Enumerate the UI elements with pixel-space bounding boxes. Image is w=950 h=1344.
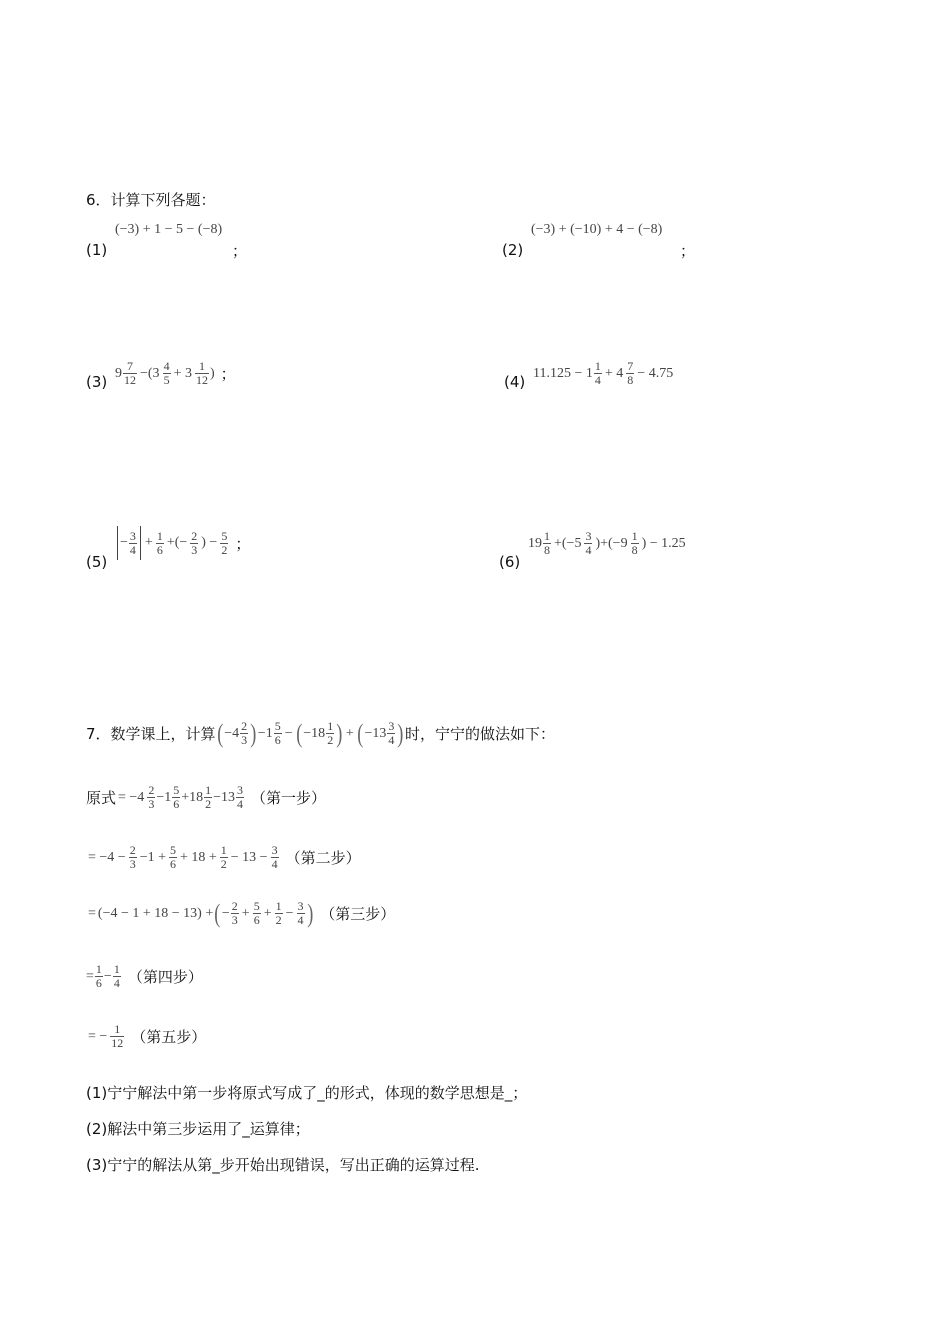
q7-step-4-a: =	[86, 968, 94, 984]
q6-item-6-mid2: )+(−9	[595, 535, 628, 551]
paren-close: )	[306, 898, 313, 928]
q6-item-4-expression	[533, 360, 675, 387]
q7-step-4-expression	[86, 963, 203, 990]
q6-item-3-label: (3)	[86, 373, 108, 391]
frac-num: 3	[297, 899, 304, 913]
q7-origin-label: 原式	[86, 788, 117, 807]
abs-bar-left	[117, 526, 118, 560]
frac-den: 4	[594, 373, 601, 387]
q6-item-5-plus: +	[144, 535, 153, 550]
frac-den: 3	[148, 797, 155, 811]
q6-item-6-label: (6)	[499, 553, 521, 571]
q6-item-1-expression	[115, 222, 222, 238]
q7-step-2-frac-3	[220, 844, 228, 871]
q7-step-2-frac-4	[271, 844, 279, 871]
q6-item-5-frac-4	[220, 530, 228, 557]
paren-close: )	[397, 718, 404, 748]
frac-num: 1	[198, 359, 205, 373]
q7-step-4	[86, 963, 203, 990]
question-6-title: 6．计算下列各题：	[86, 191, 216, 209]
q7-step-2-m1: −1 +	[139, 849, 166, 865]
q7-intro-m3: +	[345, 725, 354, 741]
q7-step-3-frac-4	[297, 900, 305, 927]
q6-item-3-frac-1	[123, 360, 137, 387]
frac-num: 1	[220, 843, 227, 857]
frac-num: 5	[221, 528, 228, 543]
q7-intro-w1: −4	[224, 725, 240, 741]
q7-step-2-frac-1	[129, 844, 137, 871]
q7-step-5-expression	[86, 1023, 206, 1050]
q7-step-3-m0: −	[221, 905, 230, 921]
q6-item-2-expr-text: (−3) + (−10) + 4 − (−8)	[531, 222, 663, 237]
frac-den: 4	[129, 542, 136, 557]
paren-open: (	[216, 718, 223, 748]
q7-step-4-frac-1	[95, 963, 103, 990]
q7-intro-frac-1	[240, 720, 248, 747]
q7-step-1-frac-3	[204, 784, 212, 811]
q7-step-5-a: = −	[88, 1028, 108, 1044]
q7-step-3-frac-2	[253, 900, 261, 927]
q7-intro-w4: −13	[364, 725, 387, 741]
q7-step-2-frac-2	[169, 844, 177, 871]
q7-step-3-p2: +	[263, 905, 272, 921]
q7-intro-frac-2	[274, 720, 282, 747]
frac-den: 3	[191, 542, 198, 557]
q6-item-5-mid2: ) −	[201, 535, 218, 550]
q7-step-1-m2: +18	[181, 789, 204, 805]
q6-item-2-expression	[531, 222, 662, 238]
q7-step-1-frac-1	[147, 784, 155, 811]
q7-sub-1: (1)宁宁解法中第一步将原式写成了_的形式，体现的数学思想是_；	[86, 1084, 528, 1102]
q6-item-6-mid: +(−5	[554, 535, 582, 551]
q7-step-1	[86, 784, 326, 811]
frac-den: 2	[221, 542, 228, 557]
frac-num: 7	[127, 359, 133, 373]
q6-item-5-frac-3	[190, 530, 198, 557]
frac-den: 8	[627, 373, 634, 387]
q6-item-1-end: ；	[232, 242, 248, 260]
paren-open: (	[295, 718, 302, 748]
frac-num: 5	[274, 719, 281, 733]
q7-step-2-a: = −4 −	[88, 849, 126, 865]
frac-den: 4	[388, 733, 395, 747]
frac-den: 12	[195, 373, 208, 387]
q6-item-4-frac-2	[626, 360, 634, 387]
q7-step-3-expression	[86, 900, 395, 927]
frac-den: 12	[111, 1036, 124, 1050]
frac-num: 1	[275, 899, 282, 913]
q6-item-2-label: (2)	[502, 241, 524, 259]
frac-num: 3	[388, 719, 395, 733]
frac-den: 6	[173, 797, 180, 811]
frac-num: 3	[237, 783, 244, 797]
q7-step-2-note: （第二步）	[285, 849, 361, 867]
frac-den: 3	[241, 733, 248, 747]
frac-den: 6	[253, 913, 260, 927]
frac-den: 8	[544, 543, 550, 557]
frac-den: 6	[169, 857, 176, 871]
q6-item-6-whole: 19	[528, 535, 542, 551]
frac-den: 3	[231, 913, 238, 927]
q7-step-2	[86, 844, 361, 871]
frac-num: 1	[594, 359, 601, 373]
q6-item-6-frac-2	[584, 530, 592, 557]
q7-step-1-expression	[116, 784, 326, 811]
q7-step-5-frac-1	[110, 1023, 124, 1050]
q7-sub-2: (2)解法中第三步运用了_运算律；	[86, 1120, 310, 1138]
q7-step-4-m1: −	[103, 968, 112, 984]
paren-close: )	[336, 718, 343, 748]
q7-step-3-note: （第三步）	[320, 905, 396, 923]
frac-num: 4	[163, 359, 170, 373]
q6-item-3-expression	[115, 360, 236, 387]
q6-item-1-label: (1)	[86, 241, 108, 259]
frac-num: 5	[173, 783, 180, 797]
frac-num: 1	[327, 719, 334, 733]
frac-den: 8	[631, 543, 638, 557]
q7-step-1-frac-4	[236, 784, 244, 811]
question-7-intro	[86, 720, 555, 747]
q7-step-5-note: （第五步）	[131, 1028, 207, 1046]
q7-step-3	[86, 900, 395, 927]
frac-num: 2	[231, 899, 238, 913]
paren-open: (	[214, 898, 221, 928]
frac-num: 1	[544, 529, 550, 543]
frac-num: 5	[169, 843, 176, 857]
q6-item-3-whole: 9	[115, 365, 122, 381]
q6-item-6-frac-3	[631, 530, 639, 557]
q7-step-3-group1: (−4 − 1 + 18 − 13) +	[97, 905, 214, 921]
q7-intro-b: 时，宁宁的做法如下：	[405, 724, 556, 743]
q7-step-1-m1: −1	[156, 789, 172, 805]
q7-step-3-p3: −	[285, 905, 294, 921]
q6-item-2-end: ；	[680, 242, 696, 260]
q7-step-3-frac-1	[231, 900, 239, 927]
frac-num: 2	[241, 719, 248, 733]
frac-den: 4	[297, 913, 304, 927]
frac-num: 1	[156, 528, 163, 543]
q6-item-5-expression: − $\frac{3}{4}$ + $\frac{1}{6}$ +(− $\frac{2}{3}$ ) − $\frac{5}{2}$ ；	[115, 526, 250, 560]
frac-den: 6	[274, 733, 281, 747]
q6-item-6-post: ) − 1.25	[641, 535, 686, 551]
q6-item-5-end: ；	[235, 534, 251, 553]
frac-num: 5	[253, 899, 260, 913]
q7-step-3-p1: +	[241, 905, 250, 921]
frac-den: 4	[237, 797, 244, 811]
frac-den: 6	[156, 542, 163, 557]
frac-num: 3	[129, 528, 136, 543]
q7-intro-m2: −	[284, 725, 293, 741]
q7-step-1-frac-2	[172, 784, 180, 811]
q7-intro-w3: −18	[303, 725, 326, 741]
q6-item-5-frac-1	[129, 530, 137, 557]
q6-item-3-op: −(3	[140, 365, 160, 381]
q6-item-6-expression	[528, 530, 688, 557]
paren-close: )	[250, 718, 257, 748]
q7-step-2-expression	[86, 844, 361, 871]
q7-step-2-m2: + 18 +	[179, 849, 217, 865]
q7-sub-3: (3)宁宁的解法从第_步开始出现错误，写出正确的运算过程.	[86, 1156, 480, 1174]
q6-item-3-frac-2	[163, 360, 171, 387]
q7-step-1-a: = −4	[118, 789, 145, 805]
frac-den: 4	[585, 543, 592, 557]
q7-step-2-m3: − 13 −	[230, 849, 268, 865]
q7-step-1-note: （第一步）	[251, 789, 327, 807]
q6-item-5-mid: +(−	[166, 535, 188, 550]
frac-num: 2	[191, 528, 198, 543]
frac-den: 2	[275, 913, 282, 927]
q6-item-3-frac-3	[195, 360, 209, 387]
frac-num: 1	[95, 962, 102, 976]
q7-step-4-frac-2	[113, 963, 121, 990]
q7-intro-m1: −1	[257, 725, 273, 741]
q7-intro-frac-3	[326, 720, 334, 747]
frac-den: 3	[129, 857, 136, 871]
frac-den: 2	[327, 733, 334, 747]
q7-intro-a: 7．数学课上，计算	[86, 724, 216, 743]
q6-item-4-frac-1	[594, 360, 602, 387]
q6-item-5-frac-2	[156, 530, 164, 557]
abs-bar-right	[140, 526, 141, 560]
q6-item-4-post: − 4.75	[637, 365, 674, 381]
frac-num: 3	[271, 843, 278, 857]
frac-num: 1	[631, 529, 638, 543]
frac-num: 1	[113, 962, 120, 976]
q7-step-5	[86, 1023, 206, 1050]
frac-num: 2	[129, 843, 136, 857]
q6-item-4-label: (4)	[504, 373, 526, 391]
q7-intro-frac-4	[387, 720, 395, 747]
frac-num: 7	[627, 359, 634, 373]
frac-den: 4	[271, 857, 278, 871]
q6-item-5-label: (5)	[86, 553, 108, 571]
paren-open: (	[357, 718, 364, 748]
frac-num: 1	[114, 1022, 121, 1036]
q7-step-3-a: =	[88, 905, 96, 921]
frac-den: 4	[113, 976, 120, 990]
frac-den: 2	[205, 797, 212, 811]
frac-num: 3	[585, 529, 592, 543]
q6-item-6-frac-1	[543, 530, 551, 557]
q6-item-4-pre: 11.125 − 1	[533, 365, 593, 381]
q7-intro-expression	[216, 720, 405, 747]
frac-den: 5	[163, 373, 170, 387]
q7-step-3-frac-3	[275, 900, 283, 927]
frac-num: 2	[148, 783, 155, 797]
frac-den: 12	[124, 373, 136, 387]
q6-item-1-expr-text: (−3) + 1 − 5 − (−8)	[115, 222, 223, 237]
frac-num: 1	[205, 783, 212, 797]
q6-item-4-mid: + 4	[604, 365, 624, 381]
q7-step-4-note: （第四步）	[127, 968, 203, 986]
q6-item-3-close: )	[209, 365, 215, 381]
q6-item-3-plus: + 3	[173, 365, 192, 381]
frac-den: 6	[95, 976, 102, 990]
q6-item-3-end: ；	[220, 365, 236, 383]
q7-step-1-m3: −13	[213, 789, 236, 805]
frac-den: 2	[220, 857, 227, 871]
